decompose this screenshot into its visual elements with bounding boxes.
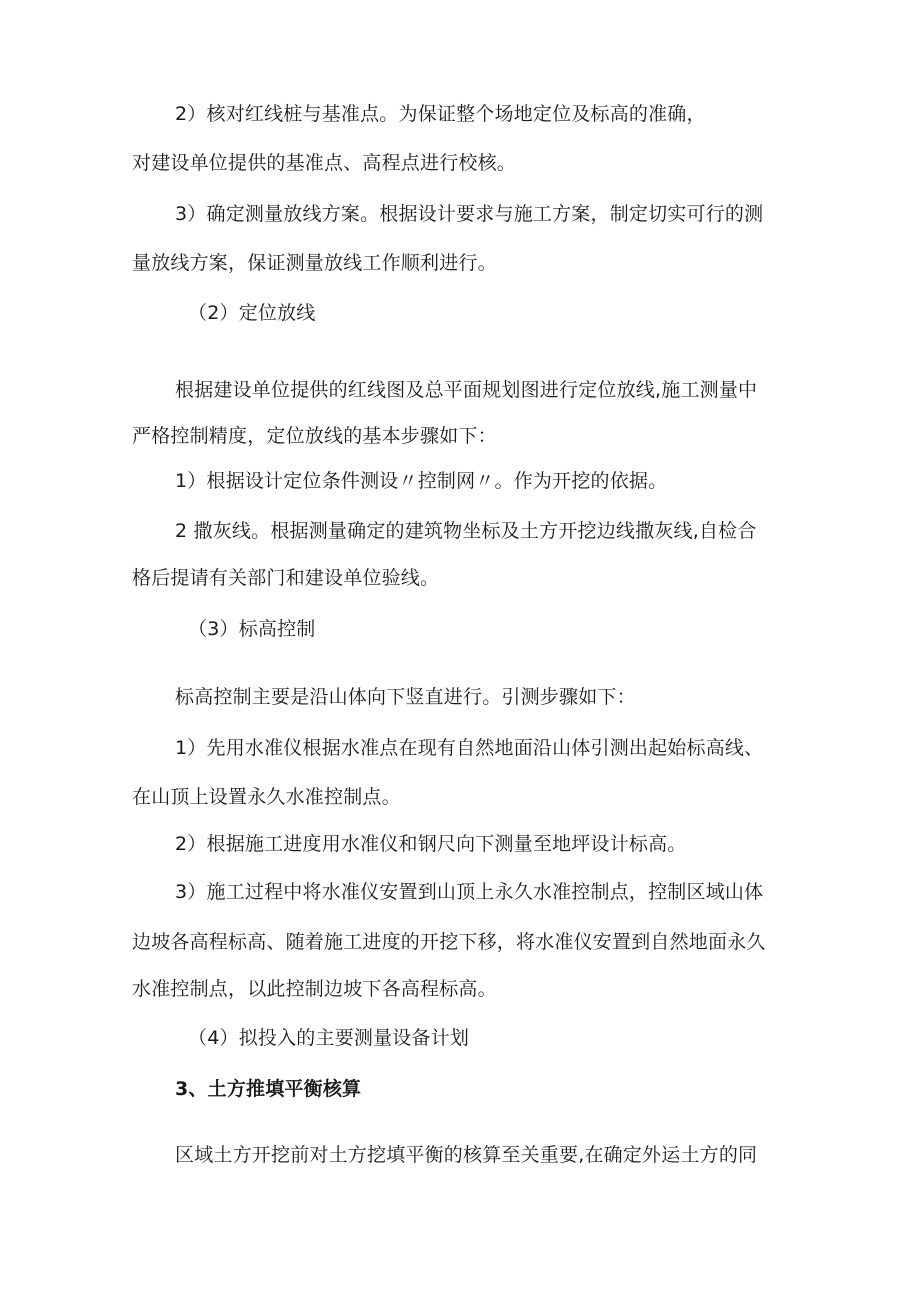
paragraph-line: 2）核对红线桩与基准点。为保证整个场地定位及标高的准确，	[175, 103, 706, 125]
paragraph-line: 标高控制主要是沿山体向下竖直进行。引测步骤如下：	[175, 686, 636, 708]
paragraph-line: 在山顶上设置永久水准控制点。	[132, 786, 401, 808]
section-heading: （2）定位放线	[188, 302, 316, 324]
paragraph-line: 2 撒灰线。根据测量确定的建筑物坐标及土方开挖边线撒灰线,自检合	[175, 520, 757, 542]
paragraph-line: 格后提请有关部门和建设单位验线。	[132, 567, 440, 589]
paragraph-line: 根据建设单位提供的红线图及总平面规划图进行定位放线,施工测量中	[175, 379, 758, 401]
section-heading: （4）拟投入的主要测量设备计划	[188, 1027, 470, 1049]
paragraph-line: 2）根据施工进度用水准仪和钢尺向下测量至地坪设计标高。	[175, 833, 687, 855]
paragraph-line: 对建设单位提供的基准点、高程点进行校核。	[132, 152, 517, 174]
paragraph-line: 区域土方开挖前对土方挖填平衡的核算至关重要,在确定外运土方的同	[175, 1144, 758, 1166]
paragraph-line: 3）确定测量放线方案。根据设计要求与施工方案，制定切实可行的测	[175, 203, 764, 225]
paragraph-line: 边坡各高程标高、随着施工进度的开挖下移，将水准仪安置到自然地面永久	[132, 931, 766, 953]
paragraph-line: 严格控制精度，定位放线的基本步骤如下：	[132, 425, 497, 447]
paragraph-line: 1）根据设计定位条件测设〃控制网〃。作为开挖的依据。	[175, 470, 668, 492]
paragraph-line: 水准控制点，以此控制边坡下各高程标高。	[132, 978, 497, 1000]
paragraph-line: 量放线方案，保证测量放线工作顺利进行。	[132, 252, 497, 274]
paragraph-line: 1）先用水准仪根据水准点在现有自然地面沿山体引测出起始标高线、	[175, 737, 764, 759]
section-heading: （3）标高控制	[188, 618, 316, 640]
chapter-heading: 3、土方推填平衡核算	[175, 1078, 362, 1100]
paragraph-line: 3）施工过程中将水准仪安置到山顶上永久水准控制点，控制区域山体	[175, 881, 764, 903]
